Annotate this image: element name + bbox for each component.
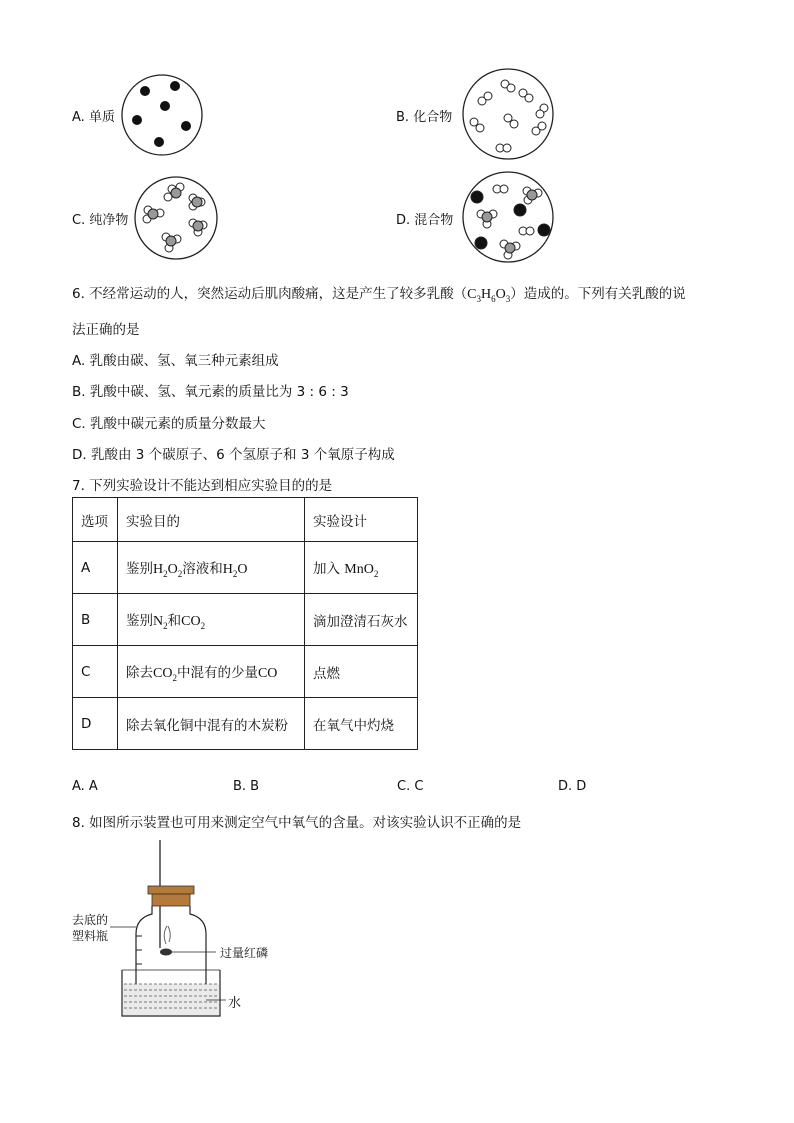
table-row: A 鉴别$H_2O_2$溶液和$H_2O$ 加入 MnO$_2$ <box>73 542 418 594</box>
diagram-mixture <box>460 170 556 264</box>
question-6-stem: 6. 不经常运动的人，突然运动后肌肉酸痛，这是产生了较多乳酸$(C_3H_6O_3)$造成的。下列有关乳酸的说 <box>72 286 686 304</box>
question-6-stem-line2: 法正确的是 <box>72 322 140 338</box>
option-a-label: 单质 <box>88 110 115 125</box>
table-row: B 鉴别$N_2$和$CO_2$ 滴加澄清石灰水 <box>73 594 418 646</box>
molecule <box>162 233 181 252</box>
option-d: D. 混合物 <box>396 213 454 228</box>
atom-dark <box>181 121 191 131</box>
molecule <box>500 240 520 259</box>
header-option: 选项 <box>73 498 118 542</box>
molecule <box>189 219 207 236</box>
q6-option-d: D. 乳酸由 3 个碳原子、6 个氢原子和 3 个氧原子构成 <box>72 447 395 463</box>
option-d-label: 混合物 <box>414 213 454 228</box>
header-design: 实验设计 <box>305 498 418 542</box>
atom-dark <box>154 137 164 147</box>
molecule <box>523 187 542 204</box>
option-b: B. 化合物 <box>396 110 453 125</box>
atom-dark <box>132 115 142 125</box>
table-row: D 除去氧化铜中混有的木炭粉 在氧气中灼烧 <box>73 698 418 750</box>
diagram-pure-substance <box>133 175 219 261</box>
experiment-table <box>72 497 418 750</box>
atom-dark <box>170 81 180 91</box>
q7-answer-d: D. D <box>558 779 587 794</box>
molecule <box>164 183 184 201</box>
header-purpose: 实验目的 <box>118 498 305 542</box>
molecule <box>143 206 164 223</box>
atom-dark <box>160 101 170 111</box>
q7-answer-a: A. A <box>72 779 98 794</box>
diagram-compound <box>460 68 556 160</box>
apparatus-diagram <box>110 838 230 1020</box>
question-8-stem: 8. 如图所示装置也可用来测定空气中氧气的含量。对该实验认识不正确的是 <box>72 815 522 831</box>
label-water: 水 <box>228 996 242 1011</box>
label-plastic-bottle: 去底的 塑料瓶 <box>72 913 109 943</box>
combustion-spoon <box>160 949 172 956</box>
lactic-acid-formula: $C_3H_6O_3$ <box>467 287 511 304</box>
molecule <box>189 194 205 210</box>
q6-option-a: A. 乳酸由碳、氢、氧三种元素组成 <box>72 353 279 369</box>
q7-answer-b: B. B <box>233 779 260 794</box>
table-row: C 除去$CO_2$中混有的少量CO 点燃 <box>73 646 418 698</box>
option-c-label: 纯净物 <box>89 213 129 228</box>
q6-option-b: B. 乳酸中碳、氢、氧元素的质量比为 3 : 6 : 3 <box>72 384 349 400</box>
molecule <box>477 210 497 228</box>
diagram-simple-substance <box>120 73 204 157</box>
option-a: A. 单质 <box>72 110 115 125</box>
option-c: C. 纯净物 <box>72 213 129 228</box>
option-b-label: 化合物 <box>413 110 453 125</box>
q7-answer-c: C. C <box>397 779 424 794</box>
q6-option-c: C. 乳酸中碳元素的质量分数最大 <box>72 416 266 432</box>
table-header-row <box>73 498 418 542</box>
atom-dark <box>140 86 150 96</box>
water <box>123 984 219 1015</box>
question-7-stem: 7. 下列实验设计不能达到相应实验目的的是 <box>72 478 333 494</box>
label-red-phosphorus: 过量红磷 <box>220 946 269 960</box>
cork-stopper <box>148 886 194 894</box>
